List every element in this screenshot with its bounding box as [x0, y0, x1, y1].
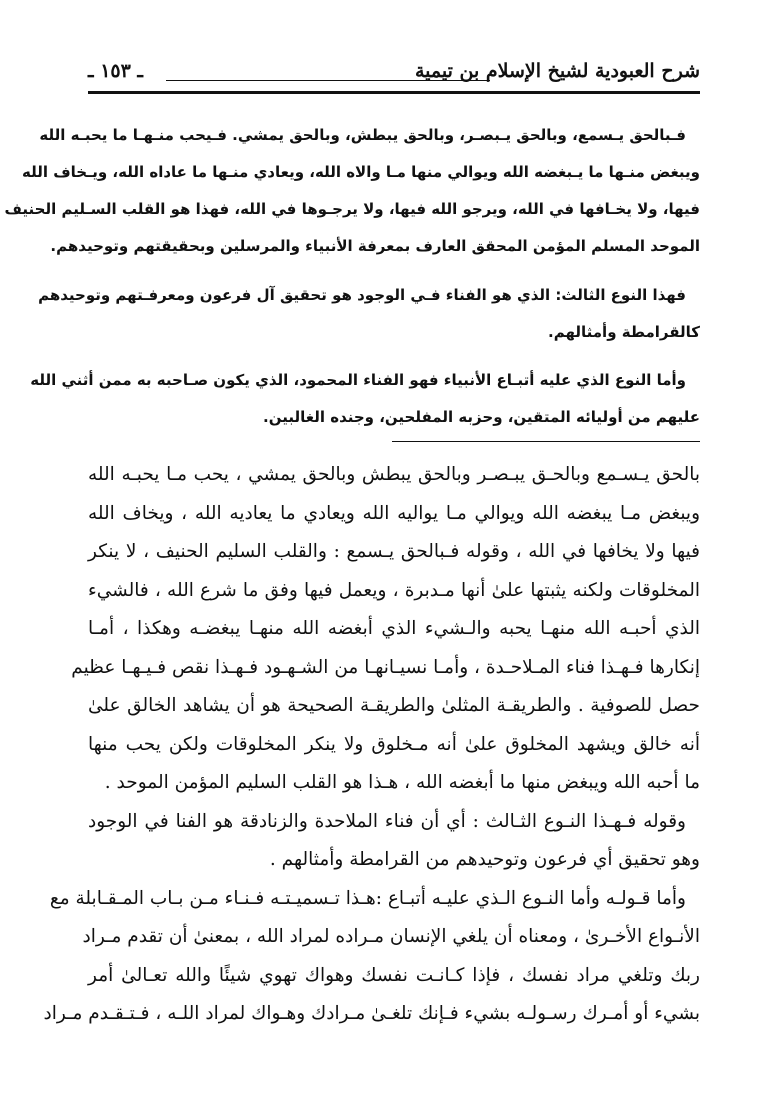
page-number: ـ ١٥٣ ـ: [88, 60, 143, 82]
text-line: ويبغض مـا يبغضه الله ويوالي مـا يواليه الله ويعادي ما يعاديه الله ، ويخاف الله: [88, 502, 700, 524]
text-line: فهذا النوع الثالث: الذي هو الفناء فـي الوجود هو تحقيق آل فرعون ومعرفـتهم وتوحيدهم: [38, 286, 686, 304]
text-line: وقوله فـهـذا النـوع الثـالث : أي أن فناء الملاحدة والزنادقة هو الفنا في الوجود: [88, 810, 686, 832]
quoted-paragraph-1: [4, 117, 700, 265]
text-line: أنه خالق ويشهد المخلوق علىٰ أنه مـخلوق ولا ينكر المخلوقات ولكن يحب منها: [88, 733, 700, 755]
text-line: ويبغض منـها ما يـبغضه الله ويوالي منها مـا والاه الله، ويعادي منـها ما عاداه الله، ويـخاف الله: [22, 163, 700, 181]
book-title: شرح العبودية لشيخ الإسلام بن تيمية: [414, 60, 700, 82]
text-line: حصل للصوفية . والطريقـة المثلىٰ والطريقـة الصحيحة هو أن يشاهد الخالق علىٰ: [88, 695, 700, 716]
text-line: فيها، ولا يخـافها في الله، ويرجو الله فيها، ولا يرجـوها في الله، فهذا هو القلب السـليم الحنيف: [4, 200, 700, 218]
text-line: وأما النوع الذي عليه أتبـاع الأنبياء فهو الفناء المحمود، الذي يكون صـاحبه به ممن أثني الله: [30, 371, 686, 389]
text-line: ما أحبه الله ويبغض منها ما أبغضه الله ، هـذا هو القلب السليم المؤمن الموحد .: [104, 772, 700, 793]
text-line: فـبالحق يـسمع، وبالحق يـبصـر، وبالحق يبطش، وبالحق يمشي. فـيحب منـهـا ما يحبـه الله: [39, 126, 686, 144]
running-header: [88, 58, 700, 88]
section-divider: [392, 441, 700, 442]
header-leader-line: [166, 80, 490, 81]
text-line: بالحق يـسـمع وبالحـق يبـصـر وبالحق يبطش وبالحق يمشي ، يحب مـا يحبـه الله: [88, 464, 700, 485]
text-line: وأما قـولـه وأما النـوع الـذي عليـه أتبـاع :هـذا تـسميـتـه فـنـاء مـن بـاب المـقـابلة مع: [49, 887, 686, 909]
text-line: ربك وتلغي مراد نفسك ، فإذا كـانـت نفسك وهواك تهوي شيئًا والله تعـالىٰ أمر: [88, 964, 700, 986]
text-line: فيها ولا يخافها في الله ، وقوله فـبالحق يـسمع : والقلب السليم الحنيف ، لا ينكر: [88, 541, 700, 562]
text-line: المخلوقات ولكنه يثبتها علىٰ أنها مـدبرة ، ويعمل فيها وفق ما شرع الله ، فالشيء: [88, 579, 700, 601]
text-line: الموحد المسلم المؤمن المحقق العارف بمعرفة الأنبياء والمرسلين وبحقيقتهم وتوحيدهم.: [50, 237, 700, 255]
quoted-paragraph-2: [38, 277, 700, 351]
quoted-paragraph-3: [30, 362, 700, 436]
header-rule: [88, 91, 700, 94]
text-line: وهو تحقيق أي فرعون وتوحيدهم من القرامطة وأمثالهم .: [269, 849, 700, 870]
text-line: الذي أحبـه الله منهـا يحبه والـشيء الذي أبغضه الله منهـا يبغضـه وهكذا ، أمـا: [88, 618, 700, 639]
commentary-body: [43, 456, 700, 1034]
text-line: كالقرامطة وأمثالهم.: [548, 323, 700, 341]
text-line: عليهم من أوليائه المتقين، وحزبه المفلحين، وجنده الغالبين.: [263, 408, 700, 426]
text-line: الأنـواع الأخـرىٰ ، ومعناه أن يلغي الإنسان مـراده لمراد الله ، بمعنىٰ أن تقدم مـراد: [82, 926, 700, 947]
text-line: إنكارها فـهـذا فناء المـلاحـدة ، وأمـا نسيـانهـا من الشـهـود فـهـذا نقص فـيـهـا عظيم: [71, 656, 700, 678]
text-line: بشيء أو أمـرك رسـولـه بشيء فـإنك تلغـىٰ مـرادك وهـواك لمراد اللـه ، فـتـقـدم مـراد: [43, 1003, 700, 1024]
